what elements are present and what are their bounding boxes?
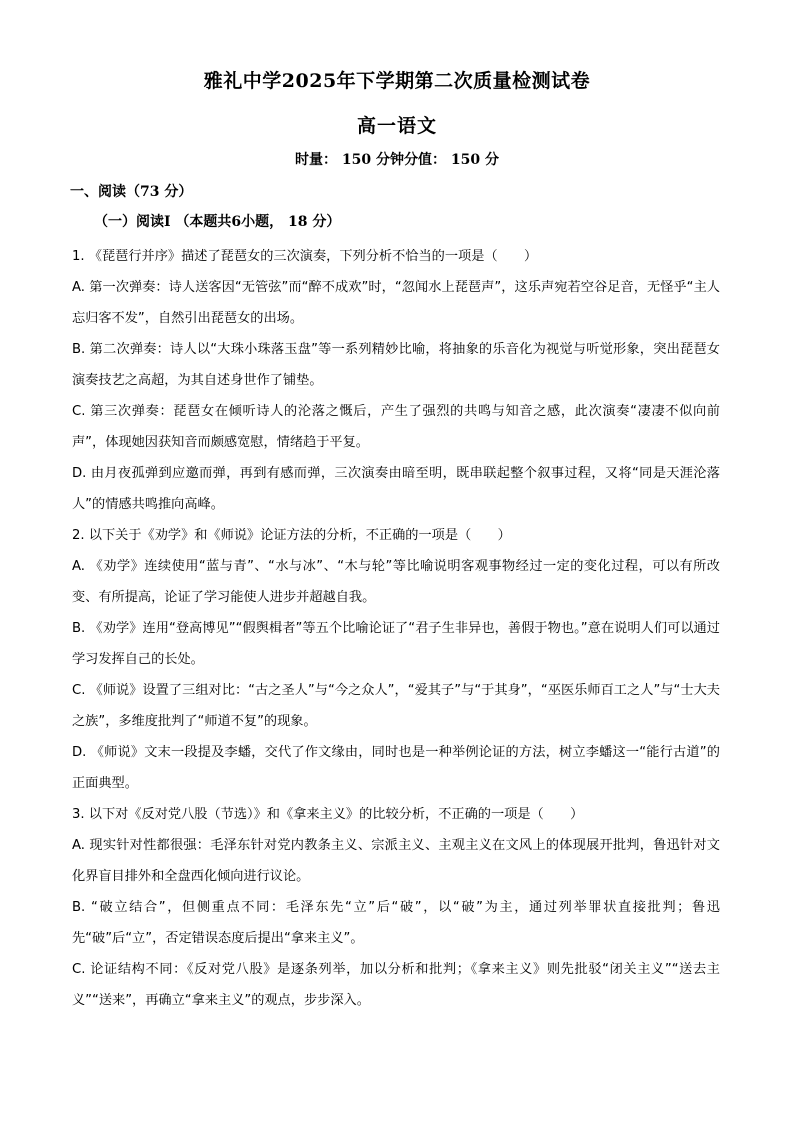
question-3-stem: 3. 以下对《反对党八股（节选）》和《拿来主义》的比较分析，不正确的一项是（ ） <box>72 807 584 822</box>
exam-title: 雅礼中学2025年下学期第二次质量检测试卷 <box>203 70 591 92</box>
question-2-stem: 2. 以下关于《劝学》和《师说》论证方法的分析，不正确的一项是（ ） <box>72 528 511 543</box>
exam-subject: 高一语文 <box>356 115 437 137</box>
question-2-option-a: A. 《劝学》连续使用“蓝与青”、“水与冰”、“木与轮”等比喻说明客观事物经过一定的变化过程，可以有所改变、有所提高，论证了学习能使人进步并超越自我。 <box>72 559 720 605</box>
question-1-stem: 1. 《琵琶行并序》描述了琵琶女的三次演奏，下列分析不恰当的一项是（ ） <box>72 249 538 264</box>
exam-time-info: 时量： 150 分钟分值： 150 分 <box>295 152 499 168</box>
question-2-option-c: C. 《师说》设置了三组对比：“古之圣人”与“今之众人”，“爱其子”与“于其身”，“巫医乐师百工之人”与“士大夫之族”，多维度批判了“师道不复”的现象。 <box>72 683 720 729</box>
question-3-option-a: A. 现实针对性都很强：毛泽东针对党内教条主义、宗派主义、主观主义在文风上的体现展开批判，鲁迅针对文化界盲目排外和全盘西化倾向进行议论。 <box>72 838 720 884</box>
subsection-heading: （一）阅读Ⅰ （本题共6小题， 18 分） <box>94 214 341 230</box>
question-1-option-b: B. 第二次弹奏：诗人以“大珠小珠落玉盘”等一系列精妙比喻，将抽象的乐音化为视觉与听觉形象，突出琵琶女演奏技艺之高超，为其自述身世作了铺垫。 <box>72 342 720 388</box>
question-2-option-b: B. 《劝学》连用“登高博见”“假舆楫者”等五个比喻论证了“君子生非异也，善假于物也。”意在说明人们可以通过学习发挥自己的长处。 <box>72 621 720 667</box>
question-3-option-c: C. 论证结构不同：《反对党八股》是逐条列举，加以分析和批判；《拿来主义》则先批驳“闭关主义”“送去主义”“送来”，再确立“拿来主义”的观点，步步深入。 <box>72 962 720 1008</box>
question-1-option-a: A. 第一次弹奏：诗人送客因“无管弦”而“醉不成欢”时，“忽闻水上琵琶声”，这乐声宛若空谷足音，无怪乎“主人忘归客不发”，自然引出琵琶女的出场。 <box>72 280 720 326</box>
section-heading: 一、阅读（73 分） <box>70 184 193 200</box>
question-2-option-d: D. 《师说》文末一段提及李蟠，交代了作文缘由，同时也是一种举例论证的方法，树立李蟠这一“能行古道”的正面典型。 <box>72 745 720 791</box>
question-1-option-d: D. 由月夜孤弹到应邀而弹，再到有感而弹，三次演奏由暗至明，既串联起整个叙事过程，又将“同是天涯沦落人”的情感共鸣推向高峰。 <box>72 466 720 512</box>
question-1-option-c: C. 第三次弹奏：琵琶女在倾听诗人的沦落之慨后，产生了强烈的共鸣与知音之感，此次演奏“凄凄不似向前声”，体现她因获知音而颇感宽慰，情绪趋于平复。 <box>72 404 720 450</box>
questions-area <box>72 241 720 1016</box>
question-3-option-b: B. “破立结合”，但侧重点不同：毛泽东先“立”后“破”，以“破”为主，通过列举罪状直接批判；鲁迅先“破”后“立”，否定错误态度后提出“拿来主义”。 <box>72 900 720 946</box>
